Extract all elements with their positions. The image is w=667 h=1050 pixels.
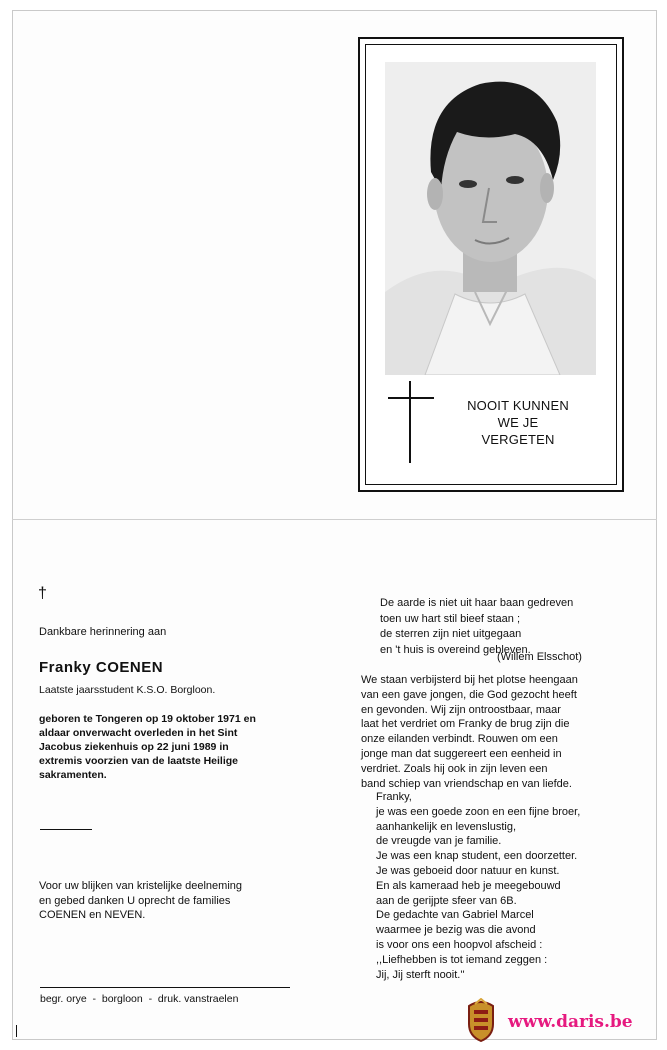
printer-divider xyxy=(40,987,290,988)
thanks-line: en gebed danken U oprecht de families xyxy=(39,894,231,907)
poem-author: (Willem Elsschot) xyxy=(497,651,582,663)
address-line: de vreugde van je familie. xyxy=(376,835,502,848)
poem-line: en 't huis is overeind gebleven. xyxy=(380,643,531,656)
motto-line-2: WE JE xyxy=(497,415,539,430)
prose-line: van een gave jongen, die God gezocht heeft xyxy=(361,688,577,701)
thanks-line: Voor uw blijken van kristelijke deelneming xyxy=(39,880,242,892)
address-line: Jij, Jij sterft nooit.'' xyxy=(376,968,465,981)
edge-mark xyxy=(16,1025,17,1037)
birth-line: geboren te Tongeren op 19 oktober 1971 en xyxy=(39,713,256,725)
birth-line: sakramenten. xyxy=(39,769,107,781)
thanks-line: COENEN en NEVEN. xyxy=(39,909,146,921)
address-line: je was een goede zoon en een fijne broer, xyxy=(376,805,581,818)
prose-line: We staan verbijsterd bij het plotse heengaan xyxy=(361,674,578,686)
poem-line: de sterren zijn niet uitgegaan xyxy=(380,628,522,640)
birth-line: Jacobus ziekenhuis op 22 juni 1989 in xyxy=(39,741,229,753)
personal-address xyxy=(376,790,611,982)
poem-line: De aarde is niet uit haar baan gedreven xyxy=(380,597,574,609)
birth-death-details xyxy=(39,712,291,782)
fold-line xyxy=(12,519,657,520)
divider xyxy=(40,829,92,830)
motto-line-1: NOOIT KUNNEN xyxy=(467,398,569,413)
first-name: Franky xyxy=(39,659,92,676)
printer-credit: begr. orye - borgloon - druk. vanstraelen xyxy=(40,993,239,1005)
address-line: aan de gerijpte sfeer van 6B. xyxy=(376,894,517,907)
prose-line: onze eilanden verbindt. Rouwen om een xyxy=(361,733,558,746)
cross-symbol: † xyxy=(38,585,47,602)
address-line: is voor ons een hoopvol afscheid : xyxy=(376,938,543,951)
birth-line: aldaar onverwacht overleden in het Sint xyxy=(39,727,238,739)
prose-line: band schiep van vriendschap en van liefde. xyxy=(361,777,572,790)
intro-text: Dankbare herinnering aan xyxy=(39,626,167,638)
prose-line: en gevonden. Wij zijn ontroostbaar, maar xyxy=(361,703,561,716)
thanks-text xyxy=(39,879,291,923)
address-line: De gedachte van Gabriel Marcel xyxy=(376,909,534,922)
motto-line-3: VERGETEN xyxy=(481,432,555,447)
watermark-text: www.daris.be xyxy=(508,1012,633,1032)
address-line: aanhankelijk en levenslustig, xyxy=(376,820,517,833)
portrait-photo xyxy=(385,62,596,375)
prose-line: laat het verdriet om Franky de brug zijn die xyxy=(361,718,570,731)
motto xyxy=(458,397,578,448)
address-line: Je was geboeid door natuur en kunst. xyxy=(376,864,560,877)
prose-line: jonge man dat suggereert een eenheid in xyxy=(361,747,562,760)
address-line: En als kameraad heb je meegebouwd xyxy=(376,879,561,892)
subtitle: Laatste jaarsstudent K.S.O. Borgloon. xyxy=(39,684,216,696)
crest-logo-icon xyxy=(465,998,497,1042)
cross-icon xyxy=(388,381,434,463)
last-name: COENEN xyxy=(95,659,164,676)
deceased-name xyxy=(39,659,163,676)
address-line: ,,Liefhebben is tot iemand zeggen : xyxy=(376,953,548,966)
address-line: waarmee je bezig was die avond xyxy=(376,924,536,937)
prose-line: verdriet. Zoals hij ook in zijn leven een xyxy=(361,762,548,775)
birth-line: extremis voorzien van de laatste Heilige xyxy=(39,755,238,767)
remembrance-text xyxy=(361,673,609,791)
address-line: Franky, xyxy=(376,791,412,803)
poem-line: toen uw hart stil bieef staan ; xyxy=(380,612,521,625)
address-line: Je was een knap student, een doorzetter. xyxy=(376,850,578,863)
elsschot-poem xyxy=(380,596,573,658)
